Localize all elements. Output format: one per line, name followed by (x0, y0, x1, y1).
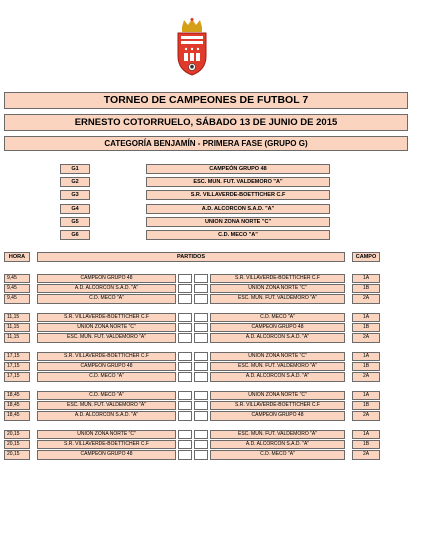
home-score (178, 333, 192, 342)
home-team: C.D. MECO "A" (37, 391, 176, 400)
home-team: UNION ZONA NORTE "C" (37, 323, 176, 332)
away-score (194, 401, 208, 410)
away-team: C.D. MECO "A" (210, 313, 345, 322)
match-row (4, 274, 380, 283)
away-score (194, 323, 208, 332)
match-row (4, 401, 380, 410)
home-score (178, 323, 192, 332)
group-row (60, 230, 330, 240)
away-score (194, 333, 208, 342)
match-field: 1A (352, 274, 380, 283)
home-score (178, 313, 192, 322)
home-score (178, 401, 192, 410)
match-field: 1A (352, 313, 380, 322)
home-team: S.R. VILLAVERDE-BOETTICHER C.F (37, 440, 176, 449)
away-score (194, 450, 208, 459)
group-team-name: C.D. MECO "A" (146, 230, 330, 240)
away-team: S.R. VILLAVERDE-BOETTICHER C.F (210, 274, 345, 283)
home-team: C.D. MECO "A" (37, 294, 176, 303)
match-row (4, 430, 380, 439)
away-score (194, 294, 208, 303)
home-team: S.R. VILLAVERDE-BOETTICHER C.F (37, 352, 176, 361)
match-time: 18,45 (4, 411, 30, 420)
match-time: 11,15 (4, 333, 30, 342)
match-row (4, 284, 380, 293)
match-field: 1A (352, 430, 380, 439)
away-score (194, 274, 208, 283)
home-score (178, 362, 192, 371)
away-team: A.D. ALCORCON S.A.D. "A" (210, 333, 345, 342)
group-code: G2 (60, 177, 90, 187)
home-score (178, 372, 192, 381)
away-score (194, 362, 208, 371)
home-score (178, 294, 192, 303)
home-score (178, 391, 192, 400)
home-score (178, 284, 192, 293)
away-score (194, 430, 208, 439)
home-score (178, 440, 192, 449)
home-team: CAMPEÓN GRUPO 48 (37, 274, 176, 283)
match-row (4, 323, 380, 332)
match-time: 17,15 (4, 362, 30, 371)
group-team-name: CAMPEÓN GRUPO 48 (146, 164, 330, 174)
column-header-campo: CAMPO (352, 252, 380, 262)
match-field: 2A (352, 333, 380, 342)
match-row (4, 450, 380, 459)
group-code: G4 (60, 204, 90, 214)
match-round (4, 274, 380, 305)
match-time: 11,15 (4, 313, 30, 322)
match-row (4, 333, 380, 342)
match-row (4, 294, 380, 303)
home-team: ESC. MUN. FUT. VALDEMORO "A" (37, 333, 176, 342)
group-list (60, 164, 330, 243)
away-score (194, 411, 208, 420)
match-field: 1B (352, 284, 380, 293)
group-team-name: UNION ZONA NORTE "C" (146, 217, 330, 227)
home-team: UNION ZONA NORTE "C" (37, 430, 176, 439)
away-team: UNION ZONA NORTE "C" (210, 352, 345, 361)
away-team: CAMPEÓN GRUPO 48 (210, 411, 345, 420)
match-time: 9,45 (4, 294, 30, 303)
home-score (178, 352, 192, 361)
match-round (4, 391, 380, 422)
away-score (194, 440, 208, 449)
away-team: UNION ZONA NORTE "C" (210, 284, 345, 293)
match-round (4, 313, 380, 344)
match-time: 9,45 (4, 274, 30, 283)
group-row (60, 217, 330, 227)
match-time: 17,15 (4, 372, 30, 381)
match-time: 20,15 (4, 450, 30, 459)
home-score (178, 411, 192, 420)
match-row (4, 440, 380, 449)
away-score (194, 372, 208, 381)
home-score (178, 450, 192, 459)
match-field: 1A (352, 352, 380, 361)
group-code: G5 (60, 217, 90, 227)
away-score (194, 352, 208, 361)
column-header-partidos: PARTIDOS (37, 252, 345, 262)
group-code: G1 (60, 164, 90, 174)
away-score (194, 284, 208, 293)
match-round (4, 430, 380, 461)
group-code: G6 (60, 230, 90, 240)
home-score (178, 430, 192, 439)
match-row (4, 313, 380, 322)
group-row (60, 164, 330, 174)
away-team: A.D. ALCORCON S.A.D. "A" (210, 440, 345, 449)
match-time: 17,15 (4, 352, 30, 361)
away-score (194, 313, 208, 322)
crown-icon (182, 18, 202, 32)
match-field: 1B (352, 401, 380, 410)
match-time: 18,45 (4, 391, 30, 400)
match-time: 9,45 (4, 284, 30, 293)
match-field: 1B (352, 362, 380, 371)
match-row (4, 362, 380, 371)
home-team: CAMPEÓN GRUPO 48 (37, 362, 176, 371)
match-row (4, 352, 380, 361)
home-score (178, 274, 192, 283)
match-time: 20,15 (4, 430, 30, 439)
away-team: ESC. MUN. FUT. VALDEMORO "A" (210, 294, 345, 303)
category-title: CATEGORÍA BENJAMÍN - PRIMERA FASE (GRUPO G) (4, 136, 408, 151)
shield-icon (178, 33, 206, 75)
venue-date: ERNESTO COTORRUELO, SÁBADO 13 DE JUNIO DE 2015 (4, 114, 408, 131)
group-code: G3 (60, 190, 90, 200)
match-row (4, 372, 380, 381)
match-round (4, 352, 380, 383)
tournament-title: TORNEO DE CAMPEONES DE FUTBOL 7 (4, 92, 408, 109)
match-field: 2A (352, 450, 380, 459)
column-header-hora: HORA (4, 252, 30, 262)
match-field: 1B (352, 440, 380, 449)
group-team-name: S.R. VILLAVERDE-BOETTICHER C.F (146, 190, 330, 200)
away-score (194, 391, 208, 400)
match-row (4, 411, 380, 420)
match-field: 2A (352, 411, 380, 420)
match-time: 18,45 (4, 401, 30, 410)
home-team: CAMPEÓN GRUPO 48 (37, 450, 176, 459)
away-team: CAMPEÓN GRUPO 48 (210, 323, 345, 332)
group-row (60, 204, 330, 214)
away-team: C.D. MECO "A" (210, 450, 345, 459)
match-time: 20,15 (4, 440, 30, 449)
match-field: 2A (352, 294, 380, 303)
group-row (60, 177, 330, 187)
federation-crest-logo (172, 18, 212, 76)
match-field: 1A (352, 391, 380, 400)
match-field: 2A (352, 372, 380, 381)
group-team-name: ESC. MUN. FUT. VALDEMORO "A" (146, 177, 330, 187)
away-team: ESC. MUN. FUT. VALDEMORO "A" (210, 362, 345, 371)
home-team: C.D. MECO "A" (37, 372, 176, 381)
away-team: ESC. MUN. FUT. VALDEMORO "A" (210, 430, 345, 439)
match-row (4, 391, 380, 400)
match-field: 1B (352, 323, 380, 332)
away-team: S.R. VILLAVERDE-BOETTICHER C.F (210, 401, 345, 410)
home-team: A.D. ALCORCON S.A.D. "A" (37, 284, 176, 293)
home-team: S.R. VILLAVERDE-BOETTICHER C.F (37, 313, 176, 322)
away-team: A.D. ALCORCON S.A.D. "A" (210, 372, 345, 381)
away-team: UNION ZONA NORTE "C" (210, 391, 345, 400)
match-time: 11,15 (4, 323, 30, 332)
group-row (60, 190, 330, 200)
home-team: A.D. ALCORCON S.A.D. "A" (37, 411, 176, 420)
home-team: ESC. MUN. FUT. VALDEMORO "A" (37, 401, 176, 410)
group-team-name: A.D. ALCORCON S.A.D. "A" (146, 204, 330, 214)
